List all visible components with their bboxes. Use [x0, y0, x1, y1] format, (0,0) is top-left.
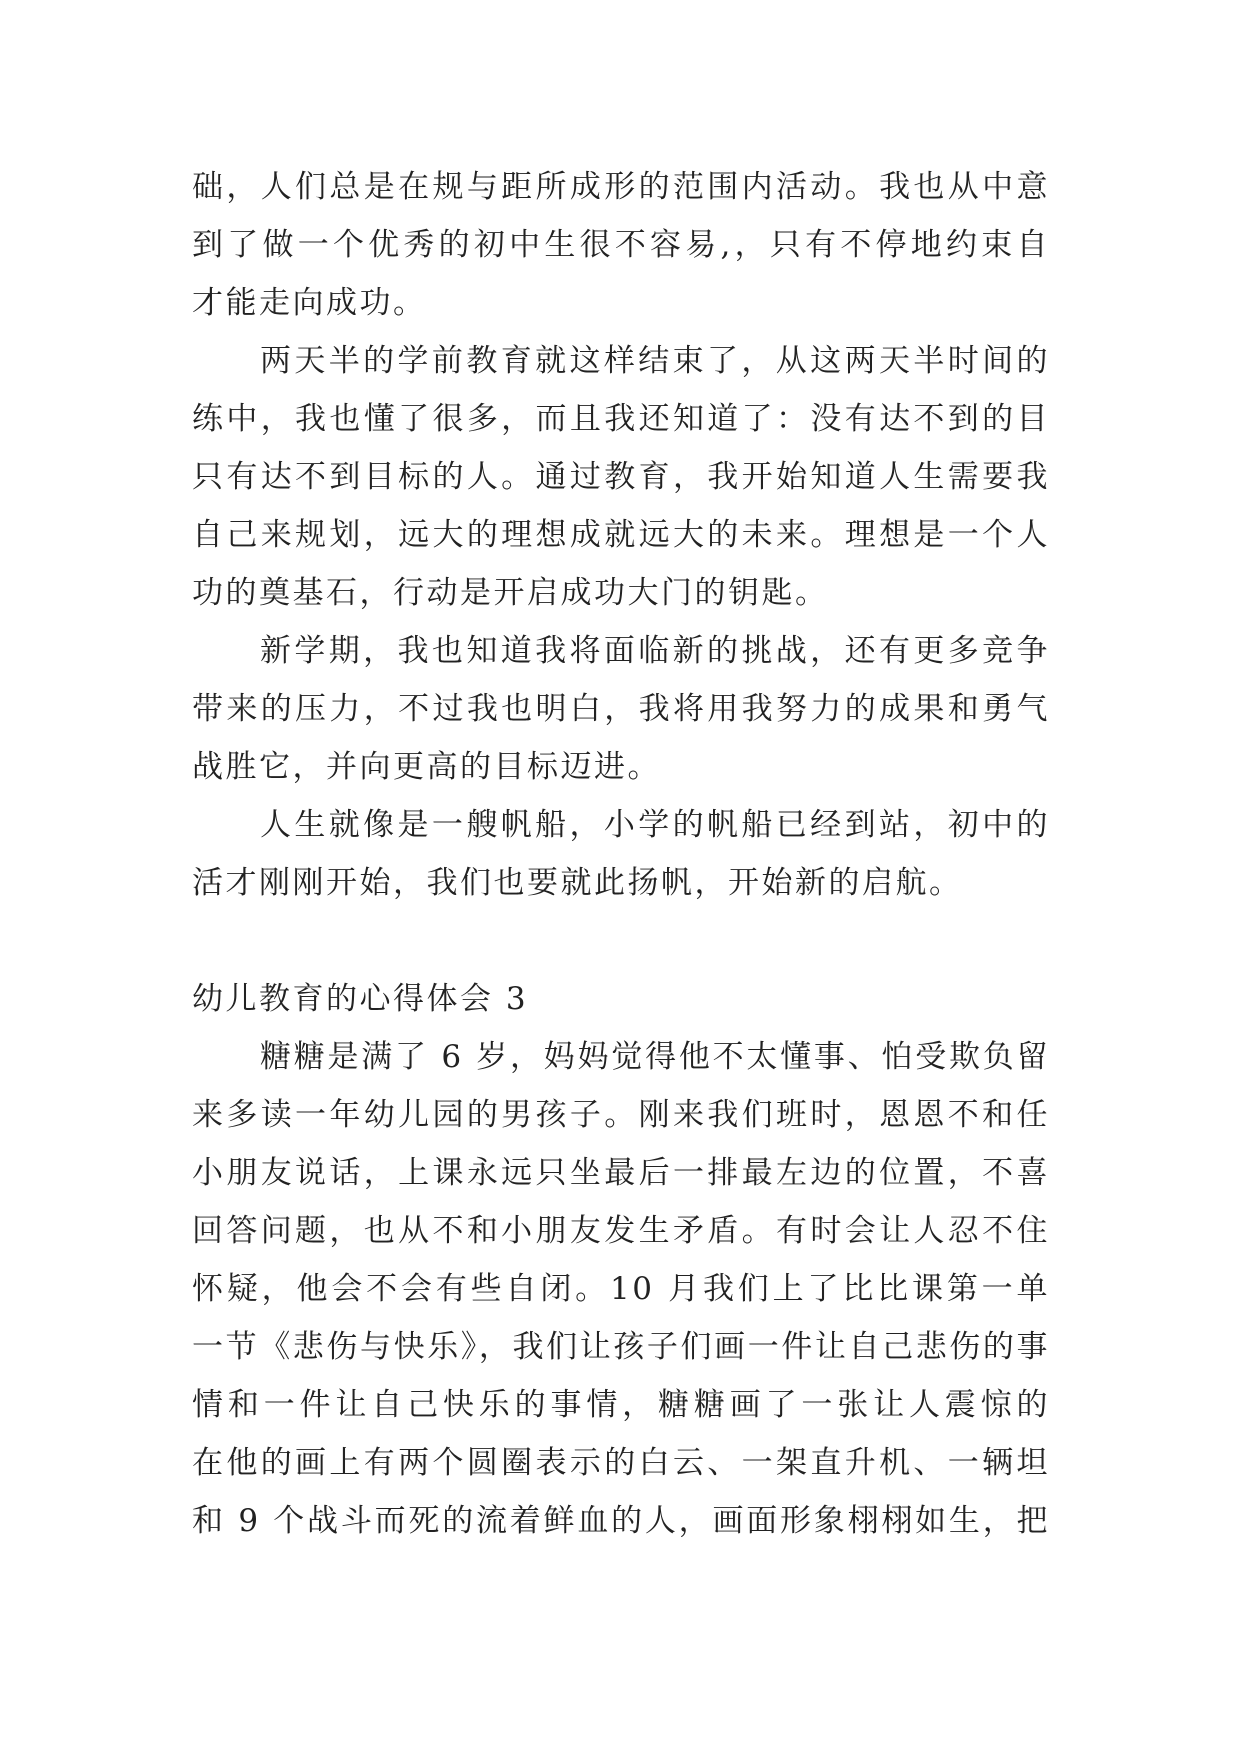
- text-line: 功的奠基石，行动是开启成功大门的钥匙。: [192, 575, 829, 611]
- text-line: 一节《悲伤与快乐》，我们让孩子们画一件让自己悲伤的事: [192, 1329, 1050, 1365]
- text-line: 新学期，我也知道我将面临新的挑战，还有更多竞争: [260, 633, 1050, 669]
- text-line: 和 9 个战斗而死的流着鲜血的人，画面形象栩栩如生，把: [192, 1503, 1050, 1539]
- text-line: 带来的压力，不过我也明白，我将用我努力的成果和勇气: [192, 691, 1050, 727]
- text-line: 糖糖是满了 6 岁，妈妈觉得他不太懂事、怕受欺负留: [260, 1039, 1050, 1075]
- text-line: 自己来规划，远大的理想成就远大的未来。理想是一个人: [192, 517, 1050, 553]
- text-line: 回答问题，也从不和小朋友发生矛盾。有时会让人忍不住: [192, 1213, 1050, 1249]
- text-line: 在他的画上有两个圆圈表示的白云、一架直升机、一辆坦: [192, 1445, 1050, 1481]
- text-line: 到了做一个优秀的初中生很不容易,，只有不停地约束自: [192, 227, 1050, 263]
- text-line: 人生就像是一艘帆船，小学的帆船已经到站，初中的: [260, 807, 1050, 843]
- paragraph: [192, 796, 1050, 912]
- paragraph: [192, 332, 1050, 622]
- paragraph: [192, 622, 1050, 796]
- text-line: 战胜它，并向更高的目标迈进。: [192, 749, 661, 785]
- paragraph: [192, 158, 1050, 332]
- section-spacer: [192, 912, 1050, 970]
- text-line: 怀疑，他会不会有些自闭。10 月我们上了比比课第一单: [192, 1271, 1050, 1307]
- text-line: 才能走向成功。: [192, 285, 427, 321]
- paragraph: [192, 1028, 1050, 1550]
- text-line: 础，人们总是在规与距所成形的范围内活动。我也从中意: [192, 169, 1050, 205]
- text-line: 来多读一年幼儿园的男孩子。刚来我们班时，恩恩不和任: [192, 1097, 1050, 1133]
- section-heading: [192, 970, 1050, 1028]
- text-line: 只有达不到目标的人。通过教育，我开始知道人生需要我: [192, 459, 1050, 495]
- text-line: 两天半的学前教育就这样结束了，从这两天半时间的: [260, 343, 1050, 379]
- text-line: 情和一件让自己快乐的事情，糖糖画了一张让人震惊的: [192, 1387, 1050, 1423]
- text-line: 活才刚刚开始，我们也要就此扬帆，开始新的启航。: [192, 865, 963, 901]
- text-line: 小朋友说话，上课永远只坐最后一排最左边的位置，不喜: [192, 1155, 1050, 1191]
- heading-text: 幼儿教育的心得体会 3: [192, 981, 529, 1017]
- text-line: 练中，我也懂了很多，而且我还知道了：没有达不到的目: [192, 401, 1050, 437]
- document-body: [192, 158, 1050, 1550]
